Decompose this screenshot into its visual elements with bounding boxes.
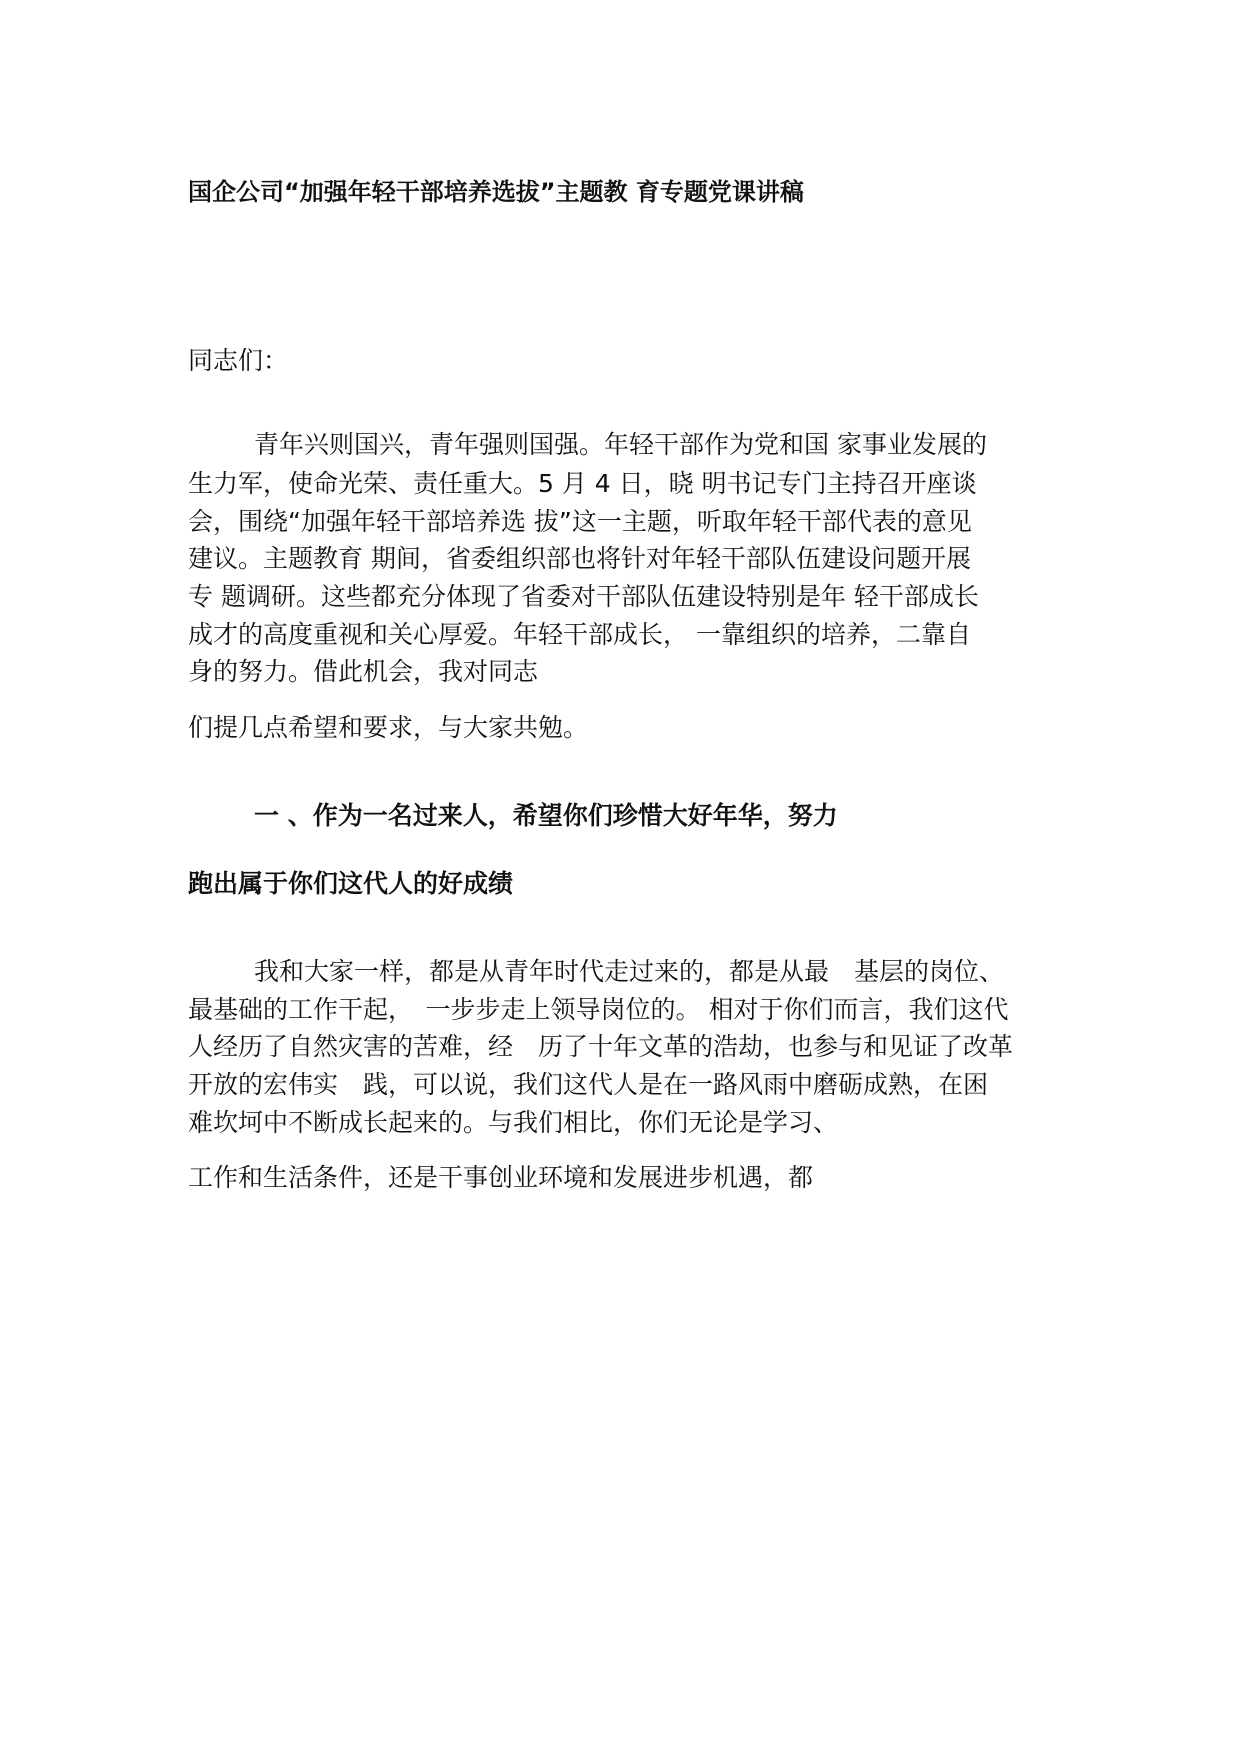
paragraph-line: 青年兴则国兴，青年强则国强。年轻干部作为党和国 家事业发展的 — [254, 430, 987, 459]
paragraph-line: 人经历了自然灾害的苦难，经 历了十年文革的浩劫，也参与和见证了改革 — [188, 1032, 1014, 1061]
section-heading-line: 跑出属于你们这代人的好成绩 — [188, 869, 514, 898]
document-title: 国企公司“加强年轻干部培养选拔”主题教 育专题党课讲稿 — [188, 178, 804, 206]
paragraph-line: 专 题调研。这些都充分体现了省委对干部队伍建设特别是年 轻干部成长 — [188, 582, 979, 611]
paragraph-line: 最基础的工作干起， 一步步走上领导岗位的。 相对于你们而言，我们这代 — [188, 995, 1009, 1024]
paragraph-line: 我和大家一样，都是从青年时代走过来的，都是从最 基层的岗位、 — [254, 957, 1005, 986]
paragraph-line: 会，围绕“加强年轻干部培养选 拔”这一主题，听取年轻干部代表的意见 — [188, 507, 972, 536]
salutation: 同志们： — [188, 346, 289, 375]
paragraph-line: 工作和生活条件，还是干事创业环境和发展进步机遇，都 — [188, 1163, 814, 1192]
paragraph-line: 们提几点希望和要求，与大家共勉。 — [188, 713, 589, 742]
paragraph-line: 生力军，使命光荣、责任重大。5 月 4 日，晓 明书记专门主持召开座谈 — [188, 469, 977, 498]
paragraph-line: 建议。主题教育 期间，省委组织部也将针对年轻干部队伍建设问题开展 — [188, 544, 971, 573]
paragraph-line: 身的努力。借此机会，我对同志 — [188, 657, 539, 686]
paragraph-line: 开放的宏伟实 践，可以说，我们这代人是在一路风雨中磨砺成熟，在困 — [188, 1070, 989, 1099]
paragraph-line: 成才的高度重视和关心厚爱。年轻干部成长， 一靠组织的培养，二靠自 — [188, 620, 971, 649]
paragraph-line: 难坎坷中不断成长起来的。与我们相比，你们无论是学习、 — [188, 1108, 839, 1137]
section-heading-line: 一 、作为一名过来人，希望你们珍惜大好年华，努力 — [254, 801, 838, 830]
